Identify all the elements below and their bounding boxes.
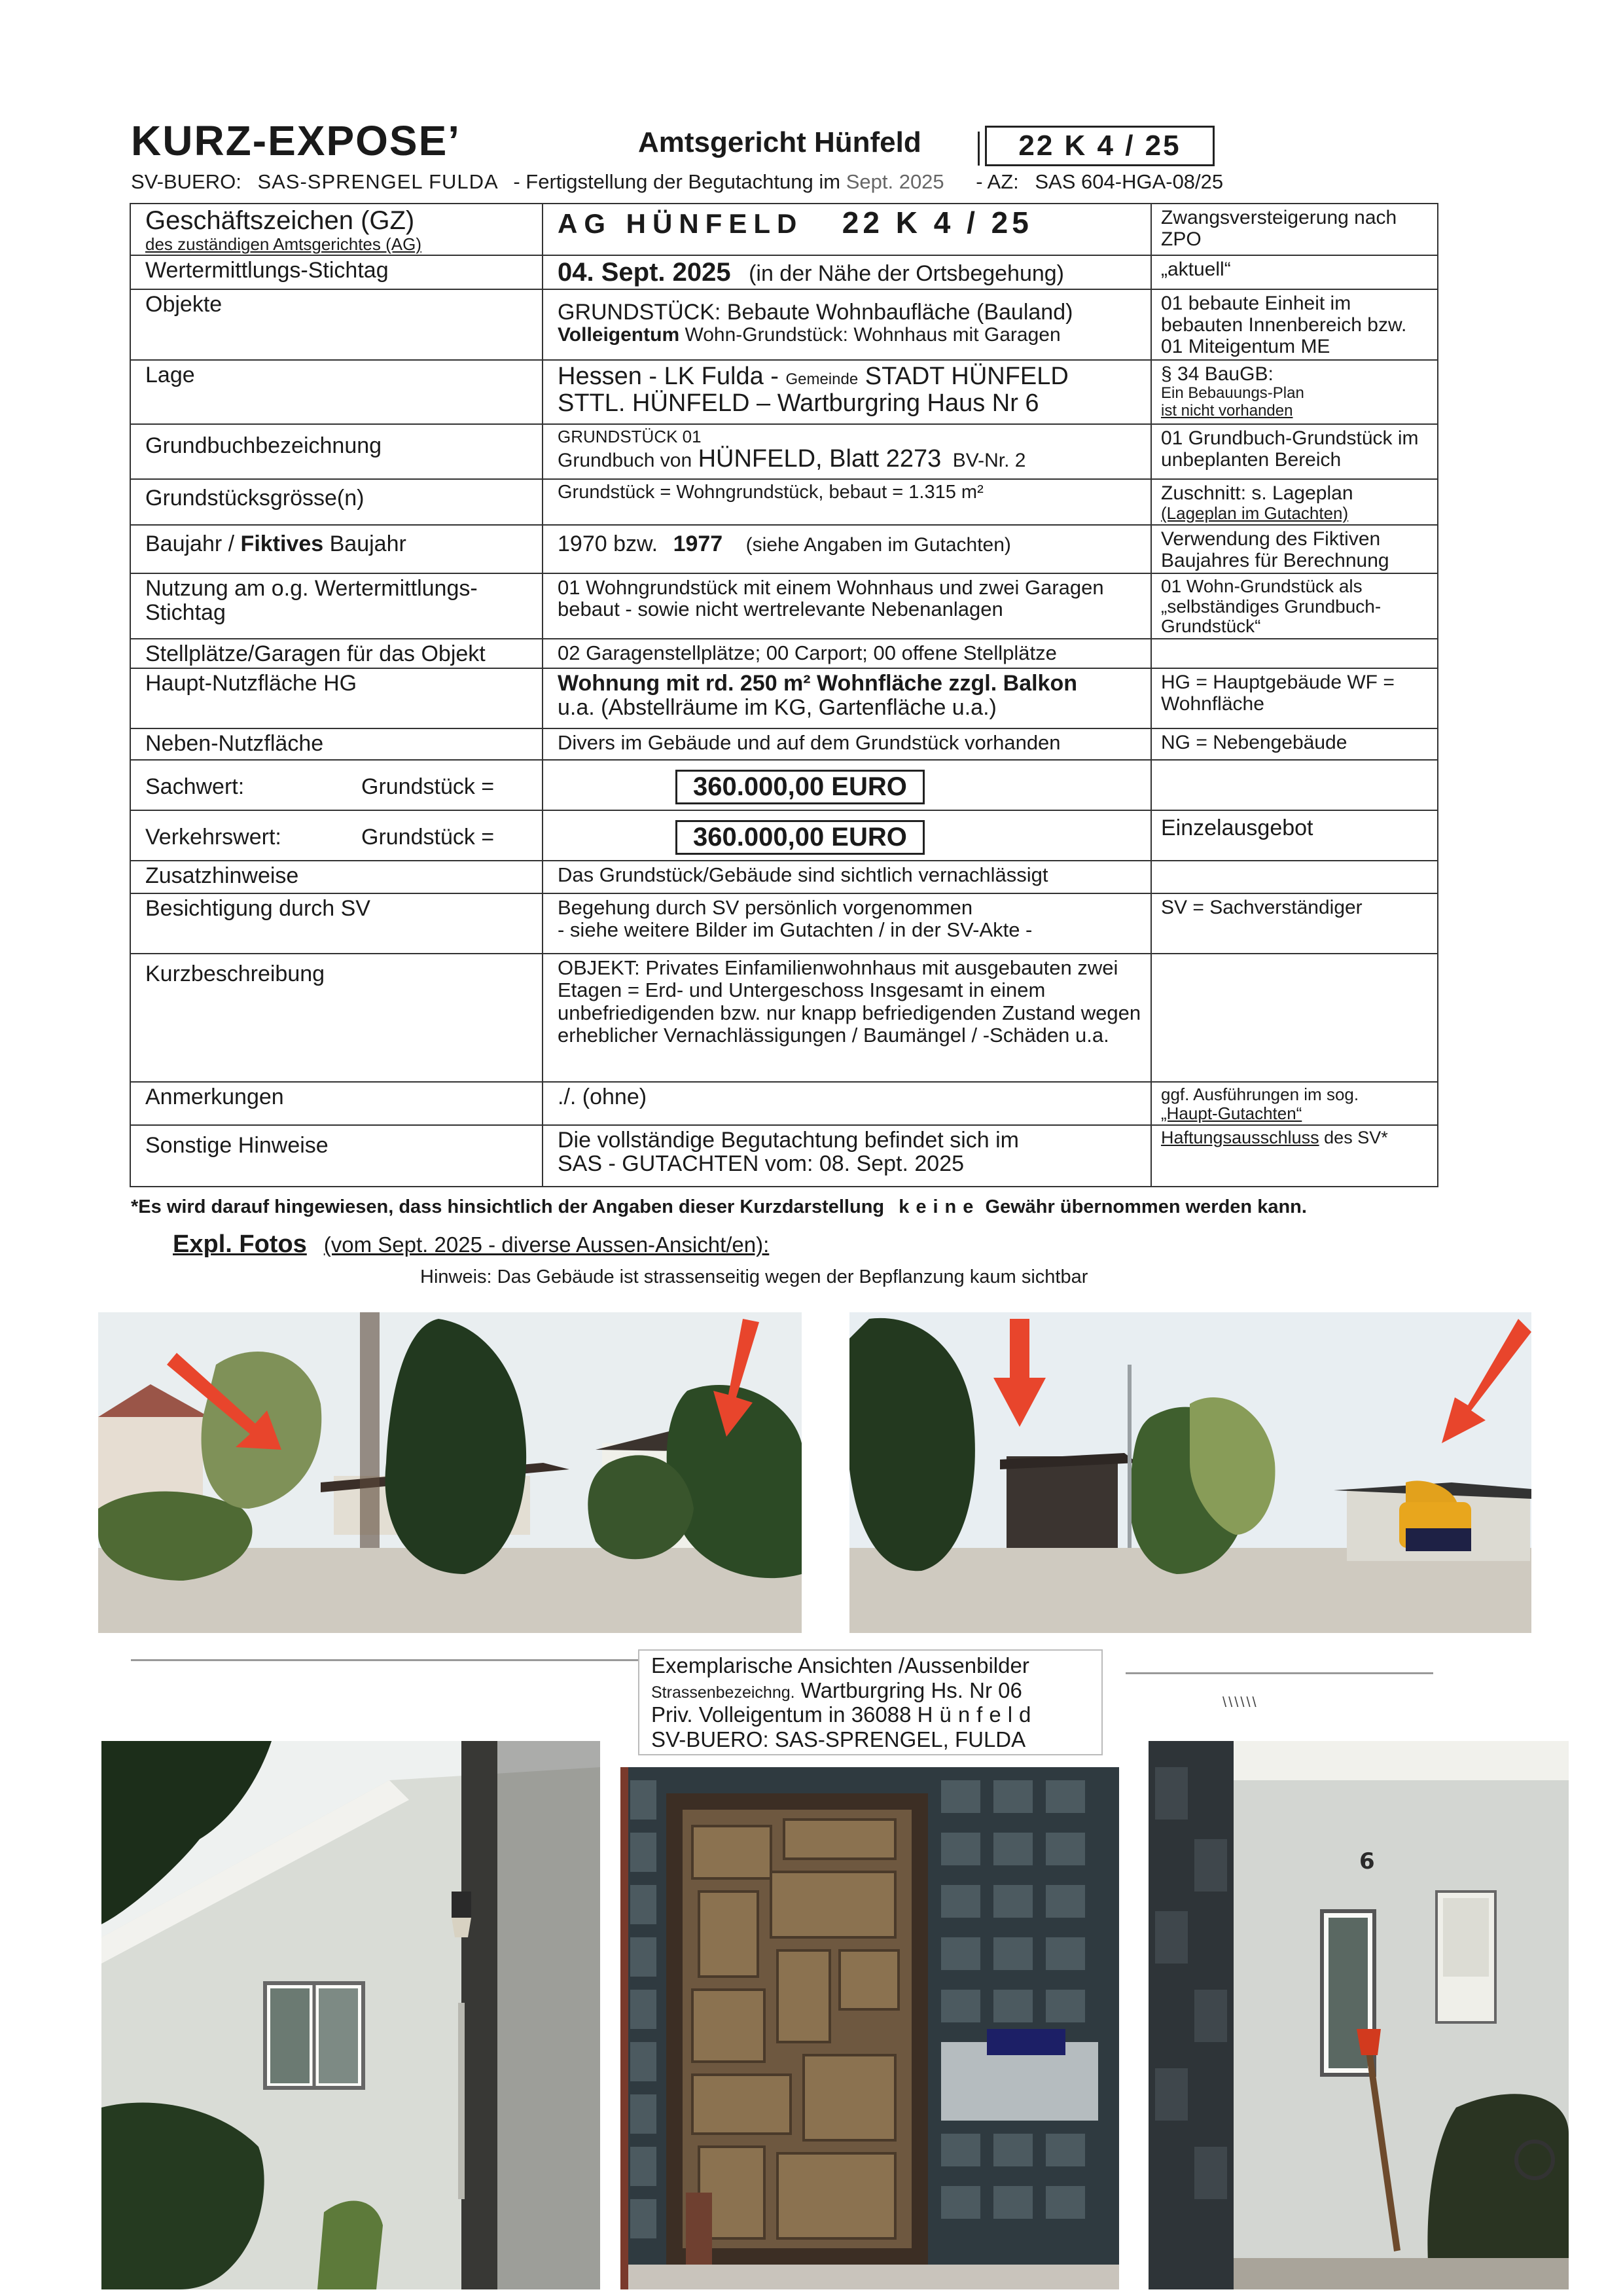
- expose-table: [130, 203, 1438, 1187]
- anmerkungen-note1: ggf. Ausführungen im sog.: [1161, 1085, 1359, 1105]
- label-cell: [130, 424, 543, 479]
- lage-region: Hessen - LK Fulda -: [558, 363, 779, 391]
- besichtigung-label: Besichtigung durch SV: [130, 893, 543, 954]
- case-number-box: 22 K 4 / 25: [985, 126, 1215, 166]
- value-cell: [543, 525, 1151, 573]
- sachwert-sub: Grundstück =: [361, 774, 495, 799]
- row-hauptnutzflaeche: [130, 668, 1438, 728]
- baujahr-year1: 1970 bzw.: [558, 531, 658, 556]
- sachwert-note: [1151, 760, 1438, 810]
- stellplaetze-value: 02 Garagenstellplätze; 00 Carport; 00 offene Stellplätze: [543, 639, 1151, 668]
- row-sonstige: [130, 1125, 1438, 1187]
- gz-sublabel: des zuständigen Amtsgerichtes (AG): [145, 234, 421, 255]
- grundbuch-note: 01 Grundbuch-Grundstück im unbeplanten Bereich: [1151, 424, 1438, 479]
- row-besichtigung: [130, 893, 1438, 954]
- grundbuch-label: Grundbuchbezeichnung: [145, 433, 382, 459]
- photos-heading-detail: (vom Sept. 2025 - diverse Aussen-Ansicht/en):: [323, 1232, 770, 1257]
- groesse-label: Grundstücksgrösse(n): [145, 486, 365, 511]
- row-objekte: [130, 289, 1438, 360]
- row-grundbuch: [130, 424, 1438, 479]
- nutzung-note: 01 Wohn-Grundstück als „selbständiges Grundbuch-Grundstück“: [1151, 573, 1438, 639]
- value-cell: [543, 360, 1151, 424]
- verkehrswert-sub: Grundstück =: [361, 825, 495, 850]
- row-nutzung: [130, 573, 1438, 639]
- label-cell: [130, 479, 543, 525]
- baujahr-year2: 1977: [673, 531, 723, 556]
- row-zusatz: [130, 861, 1438, 893]
- lage-note3: ist nicht vorhanden: [1161, 401, 1293, 420]
- hauptnutz-label: Haupt-Nutzfläche HG: [130, 668, 543, 728]
- sonstige-value1: Die vollständige Begutachtung befindet sich im: [558, 1127, 1019, 1153]
- objekte-line1: GRUNDSTÜCK: Bebaute Wohnbaufläche (Bauland): [558, 300, 1073, 325]
- office-name: SAS-SPRENGEL FULDA: [257, 170, 499, 193]
- gz-label: Geschäftszeichen (GZ): [145, 206, 415, 235]
- zusatz-note: [1151, 861, 1438, 893]
- groesse-note2: (Lageplan im Gutachten): [1161, 503, 1349, 524]
- stichtag-label: Wertermittlungs-Stichtag: [130, 255, 543, 289]
- photo-front-door: [620, 1767, 1119, 2289]
- groesse-value: Grundstück = Wohngrundstück, bebaut = 1.315 m²: [543, 479, 1151, 525]
- completion-text: - Fertigstellung der Begutachtung im: [513, 170, 841, 193]
- value-cell: [543, 424, 1151, 479]
- az-value: SAS 604-HGA-08/25: [1035, 170, 1224, 193]
- row-geschaeftszeichen: [130, 204, 1438, 255]
- row-verkehrswert: [130, 810, 1438, 861]
- stichtag-detail: (in der Nähe der Ortsbegehung): [749, 261, 1065, 287]
- zusatz-label: Zusatzhinweise: [130, 861, 543, 893]
- disclaimer-pre: *Es wird darauf hingewiesen, dass hinsichtlich der Angaben dieser Kurzdarstellung: [131, 1196, 885, 1217]
- sachwert-label: Sachwert:: [145, 774, 245, 799]
- kurz-label: Kurzbeschreibung: [145, 961, 325, 987]
- anmerkungen-value: ./. (ohne): [543, 1082, 1151, 1124]
- anmerkungen-note: [1151, 1082, 1438, 1124]
- baujahr-note: Verwendung des Fiktiven Baujahres für Berechnung: [1151, 525, 1438, 573]
- disclaimer: [131, 1196, 1307, 1218]
- kurz-value: OBJEKT: Privates Einfamilienwohnhaus mit ausgebauten zwei Etagen = Erd- und Untergeschoss Insgesamt in einem unbefriedigenden bzw. nur knapp befriedigenden Zustand wegen erheblicher Vernachlässigungen / Baumängel / -Schäden u.a.: [543, 954, 1151, 1082]
- lage-note: [1151, 360, 1438, 424]
- page-title: KURZ-EXPOSE’: [131, 117, 461, 164]
- value-cell: [543, 810, 1151, 861]
- zusatz-value: Das Grundstück/Gebäude sind sichtlich vernachlässigt: [543, 861, 1151, 893]
- nebennutz-note: NG = Nebengebäude: [1151, 728, 1438, 760]
- objekte-line2: Wohn-Grundstück: Wohnhaus mit Garagen: [685, 323, 1061, 346]
- caption-street: Wartburgring Hs. Nr 06: [800, 1677, 1022, 1702]
- completion-date: Sept. 2025: [846, 170, 944, 193]
- hauptnutz-bold: Wohnung mit rd. 250 m² Wohnfläche zzgl. Balkon: [558, 670, 1078, 696]
- kurz-note: [1151, 954, 1438, 1082]
- row-stellplaetze: [130, 639, 1438, 668]
- grundbuch-line1: GRUNDSTÜCK 01: [558, 427, 702, 447]
- value-cell: [543, 893, 1151, 954]
- label-cell: [130, 760, 543, 810]
- row-anmerkungen: [130, 1082, 1438, 1124]
- sonstige-note: [1151, 1125, 1438, 1187]
- sonstige-value2: SAS - GUTACHTEN vom: 08. Sept. 2025: [558, 1151, 965, 1177]
- besichtigung-note: SV = Sachverständiger: [1151, 893, 1438, 954]
- value-cell: [543, 289, 1151, 360]
- gz-number: 22 K 4 / 25: [842, 206, 1033, 240]
- row-groesse: [130, 479, 1438, 525]
- caption-line1: Exemplarische Ansichten /Aussenbilder: [651, 1653, 1029, 1677]
- value-cell: [543, 760, 1151, 810]
- row-baujahr: [130, 525, 1438, 573]
- label-cell: [130, 525, 543, 573]
- photo-street-view-right: [849, 1312, 1531, 1633]
- gz-note: Zwangsversteigerung nach ZPO: [1151, 204, 1438, 255]
- baujahr-label-b: Fiktives: [240, 531, 324, 556]
- lage-stadt: STADT HÜNFELD: [865, 363, 1069, 391]
- grundbuch-bv: BV-Nr. 2: [952, 450, 1026, 472]
- photos-hint: Hinweis: Das Gebäude ist strassenseitig wegen der Bepflanzung kaum sichtbar: [420, 1266, 1088, 1287]
- objekte-note: 01 bebaute Einheit im bebauten Innenbereich bzw. 01 Miteigentum ME: [1151, 289, 1438, 360]
- grundbuch-von: Grundbuch von: [558, 450, 692, 472]
- value-cell: [543, 1125, 1151, 1187]
- lage-note1: § 34 BauGB:: [1161, 363, 1274, 386]
- sonstige-note-b: des SV*: [1324, 1127, 1388, 1147]
- nebennutz-value: Divers im Gebäude und auf dem Grundstück vorhanden: [543, 728, 1151, 760]
- sachwert-value: 360.000,00 EURO: [675, 770, 925, 804]
- verkehrswert-note: Einzelausgebot: [1151, 810, 1438, 861]
- sonstige-label: Sonstige Hinweise: [145, 1132, 329, 1158]
- besichtigung-value1: Begehung durch SV persönlich vorgenommen: [558, 896, 973, 920]
- objekte-label: Objekte: [130, 289, 543, 360]
- label-cell: [130, 810, 543, 861]
- photo-caption: [638, 1649, 1103, 1755]
- lage-address: STTL. HÜNFELD – Wartburgring Haus Nr 6: [558, 389, 1039, 418]
- hauptnutz-note: HG = Hauptgebäude WF = Wohnfläche: [1151, 668, 1438, 728]
- caption-town: Hünfeld: [917, 1702, 1038, 1727]
- photos-heading: [173, 1230, 769, 1259]
- baujahr-detail: (siehe Angaben im Gutachten): [745, 533, 1011, 556]
- disclaimer-post: Gewähr übernommen werden kann.: [985, 1196, 1307, 1217]
- photo-street-view-left: [98, 1312, 802, 1633]
- caption-owner: Priv. Volleigentum in 36088: [651, 1702, 912, 1727]
- hauptnutz-value: u.a. (Abstellräume im KG, Gartenfläche u.a.): [558, 694, 997, 720]
- photo-house-side: [101, 1741, 600, 2289]
- row-nebennutzflaeche: [130, 728, 1438, 760]
- stichtag-note: „aktuell“: [1151, 255, 1438, 289]
- besichtigung-value2: - siehe weitere Bilder im Gutachten / in der SV-Akte -: [558, 918, 1033, 941]
- office-label: SV-BUERO:: [131, 170, 241, 193]
- groesse-note1: Zuschnitt: s. Lageplan: [1161, 482, 1353, 505]
- label-cell: [130, 954, 543, 1082]
- court-name: Amtsgericht Hünfeld: [638, 126, 921, 158]
- disclaimer-keine: keine: [899, 1196, 980, 1217]
- photos-heading-label: Expl. Fotos: [173, 1230, 307, 1258]
- photo-entrance: [1149, 1741, 1569, 2289]
- lage-label: Lage: [130, 360, 543, 424]
- stellplaetze-label: Stellplätze/Garagen für das Objekt: [130, 639, 543, 668]
- row-stichtag: [130, 255, 1438, 289]
- anmerkungen-note2: „Haupt-Gutachten“: [1161, 1103, 1302, 1123]
- objekte-bold: Volleigentum: [558, 323, 680, 346]
- stichtag-date: 04. Sept. 2025: [558, 258, 731, 287]
- value-cell: [543, 255, 1151, 289]
- nutzung-label: Nutzung am o.g. Wertermittlungs-Stichtag: [130, 573, 543, 639]
- grundbuch-blatt: HÜNFELD, Blatt 2273: [698, 445, 942, 473]
- lage-gemeinde-word: Gemeinde: [785, 370, 859, 389]
- lage-note2: Ein Bebauungs-Plan: [1161, 384, 1304, 403]
- verkehrswert-value: 360.000,00 EURO: [675, 820, 925, 855]
- groesse-note: [1151, 479, 1438, 525]
- row-kurzbeschreibung: [130, 954, 1438, 1082]
- label-cell: [130, 204, 543, 255]
- scan-marks: \\\\\\: [1222, 1694, 1258, 1710]
- baujahr-label-a: Baujahr /: [145, 531, 235, 556]
- subheader-line: [131, 170, 1348, 194]
- sonstige-note-a: Haftungsausschluss: [1161, 1127, 1319, 1147]
- verkehrswert-label: Verkehrswert:: [145, 825, 281, 850]
- gz-court: AG HÜNFELD: [558, 208, 804, 239]
- nebennutz-label: Neben-Nutzfläche: [130, 728, 543, 760]
- value-cell: [543, 204, 1151, 255]
- row-sachwert: [130, 760, 1438, 810]
- az-label: - AZ:: [976, 170, 1019, 193]
- row-lage: [130, 360, 1438, 424]
- nutzung-value: 01 Wohngrundstück mit einem Wohnhaus und zwei Garagen bebaut - sowie nicht wertrelevante Nebenanlagen: [543, 573, 1151, 639]
- caption-street-label: Strassenbezeichng.: [651, 1683, 795, 1702]
- value-cell: [543, 668, 1151, 728]
- stellplaetze-note: [1151, 639, 1438, 668]
- caption-office: SV-BUERO: SAS-SPRENGEL, FULDA: [651, 1727, 1026, 1751]
- label-cell: [130, 1125, 543, 1187]
- baujahr-label-c: Baujahr: [329, 531, 406, 556]
- divider-line: [1126, 1672, 1433, 1674]
- house-number-6: 6: [1359, 1848, 1375, 1874]
- anmerkungen-label: Anmerkungen: [130, 1082, 543, 1124]
